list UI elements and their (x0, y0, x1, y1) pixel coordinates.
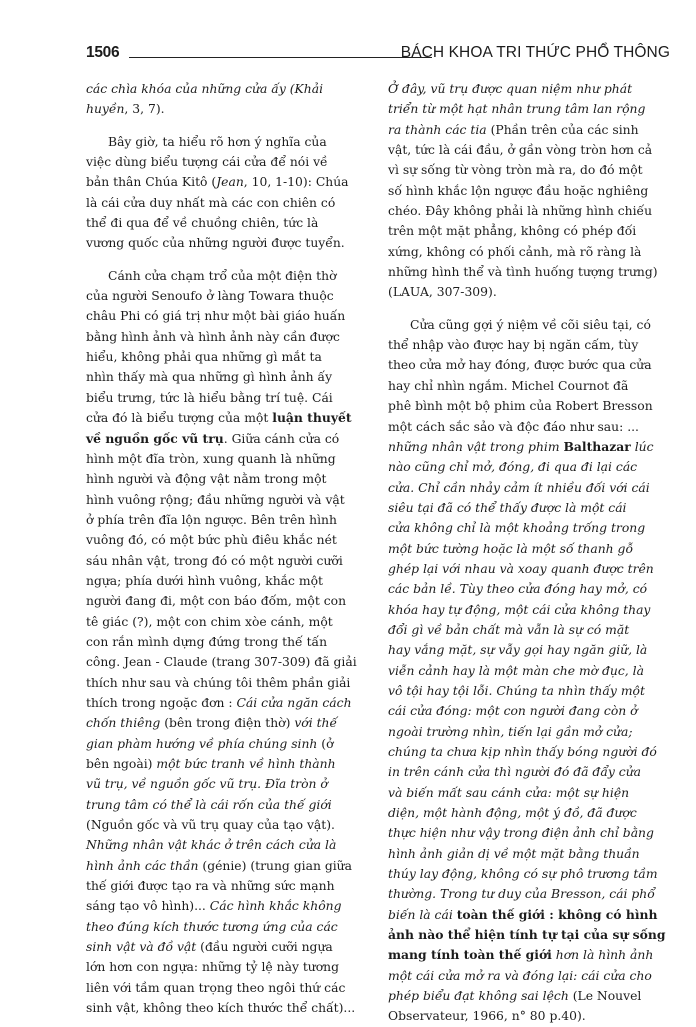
text-segment: viễn cảnh hay là một màn che mờ đục, là (388, 663, 644, 678)
paragraph-gap (388, 303, 672, 315)
text-segment: ảnh nào thể hiện tính tự tại của sự sống (388, 927, 666, 943)
left-column (86, 79, 367, 1018)
text-line (86, 835, 367, 855)
text-segment: công. Jean - Claude (trang 307-309) đã giải (86, 655, 357, 670)
text-segment: một cái cửa mở ra và đóng lại: cái cửa cho (388, 968, 652, 983)
text-segment: diện, một hành động, một ý đồ, đã được (388, 806, 637, 821)
text-line (388, 539, 672, 559)
text-segment: Bây giờ, ta hiểu rõ hơn ý nghĩa của (108, 134, 327, 149)
text-segment: hình ảnh các thần (86, 858, 199, 873)
text-line (86, 152, 367, 172)
text-segment: các bản lề. Tùy theo cửa đóng hay mở, có (388, 582, 648, 597)
text-segment: nhìn thấy mà qua những gì hình ảnh ấy (86, 370, 333, 385)
text-line (388, 661, 672, 681)
paragraph-gap (86, 254, 367, 266)
text-segment: bằng hình ảnh và hình ảnh này cần được (86, 329, 340, 344)
text-segment: những nhân vật trong phim (388, 439, 564, 454)
text-line (388, 335, 672, 355)
text-segment: những hình thể và tình huống tượng trưng) (388, 265, 658, 280)
text-segment: triển từ một hạt nhân trung tâm lan rộng (388, 102, 646, 117)
text-segment: thực hiện như vậy trong điện ảnh chỉ bằng (388, 826, 654, 841)
text-line (86, 591, 367, 611)
text-line (388, 437, 672, 457)
text-line (388, 140, 672, 160)
text-line (86, 876, 367, 896)
text-line (86, 347, 367, 367)
text-line (388, 262, 672, 282)
text-line (388, 600, 672, 620)
text-line (388, 681, 672, 701)
text-line (388, 242, 672, 262)
text-line (86, 795, 367, 815)
text-segment: theo cửa mở hay đóng, được bước qua cửa (388, 358, 652, 373)
text-line (86, 132, 367, 152)
text-segment: (Le Nouvel (568, 989, 642, 1004)
text-line (388, 620, 672, 640)
text-segment: (bên trong điện thờ) (160, 716, 295, 731)
text-line (86, 429, 367, 449)
text-segment: xứng, không có phối cảnh, mà rõ ràng là (388, 244, 642, 259)
text-segment: hình người và động vật nằm trong một (86, 472, 327, 487)
text-segment: hình ảnh giản dị về một mặt bằng thuần (388, 846, 640, 861)
text-segment: Ở đây, vũ trụ được quan niệm như phát (388, 82, 633, 96)
text-line (388, 986, 672, 1006)
text-segment: ra thành các tia (388, 122, 487, 137)
text-line (388, 945, 672, 965)
text-segment: sáng tạo vô hình)... (86, 899, 210, 914)
text-segment: . Giữa cánh cửa có (223, 431, 340, 446)
text-segment: (Nguồn gốc và vũ trụ quay của tạo vật). (86, 818, 335, 833)
text-segment: ghép lại với nhau và xoay quanh được trên (388, 561, 654, 576)
text-segment: mang tính toàn thế giới (388, 947, 552, 963)
text-segment: hơn là hình ảnh (551, 948, 654, 963)
text-line (388, 640, 672, 660)
text-line (86, 193, 367, 213)
text-line (86, 815, 367, 835)
text-line (388, 518, 672, 538)
text-line (86, 713, 367, 733)
text-line (388, 160, 672, 180)
text-segment: phê bình một bộ phim của Robert Bresson (388, 399, 653, 414)
text-segment: vuông đó, có một bức phù điêu khắc nét (86, 533, 337, 548)
text-line (86, 632, 367, 652)
text-line (86, 510, 367, 530)
text-segment: sáu nhân vật, trong đó có một người cưỡi (86, 553, 343, 568)
text-line (388, 966, 672, 986)
text-segment: Cửa cũng gợi ý niệm về cõi siêu tại, có (410, 317, 651, 332)
text-line (388, 884, 672, 904)
text-segment: một cách sắc sảo và độc đáo như sau: ... (388, 419, 639, 434)
text-segment: một bức tường hoặc là một số thanh gỗ (388, 541, 634, 556)
text-segment: Khải (294, 82, 324, 96)
page-number: 1506 (86, 44, 120, 61)
text-segment: sinh vật và đồ vật (86, 940, 197, 955)
text-segment: thúy lay động, không có sự phô trương tầm (388, 867, 658, 882)
text-segment: cửa không chỉ là một khoảng trống trong (388, 521, 646, 536)
text-line (86, 998, 367, 1018)
text-segment: thích trong ngoặc đơn : (86, 695, 237, 710)
text-segment: và biến mất sau cánh cửa: một sự hiện (388, 785, 630, 800)
text-segment: chéo. Đây không phải là những hình chiếu (388, 204, 653, 219)
header-rule (129, 57, 432, 58)
text-line (86, 673, 367, 693)
text-line (86, 388, 367, 408)
text-segment: con rắn mình dựng đứng trong thế tấn (86, 634, 328, 649)
text-segment: cửa đó là biểu tượng của một (86, 411, 273, 426)
text-line (388, 457, 672, 477)
text-segment: thế giới được tạo ra và những sức mạnh (86, 879, 335, 894)
text-segment: Các hình khắc không (209, 899, 342, 914)
text-line (388, 762, 672, 782)
text-line (388, 803, 672, 823)
text-line (86, 233, 367, 253)
text-segment: (Phần trên của các sinh (486, 122, 639, 137)
text-segment: Cái cửa ngăn cách (236, 695, 352, 710)
text-line (86, 734, 367, 754)
text-line (86, 490, 367, 510)
text-segment: là cái cửa duy nhất mà các con chiên có (86, 195, 336, 210)
text-line (86, 266, 367, 286)
text-line (388, 417, 672, 437)
text-line (86, 754, 367, 774)
text-segment: liên với tầm quan trọng theo ngôi thứ các (86, 980, 346, 995)
text-line (86, 286, 367, 306)
text-line (388, 221, 672, 241)
text-segment: chốn thiêng (86, 716, 161, 731)
text-line (86, 367, 367, 387)
text-segment: biến là cái (388, 907, 457, 922)
text-segment: gian phàm hướng về phía chúng sinh (86, 736, 318, 751)
text-segment: biểu trưng, tức là hiểu bằng trí tuệ. Cái (86, 390, 333, 405)
text-segment: vì sự sống từ vòng tròn mà ra, do đó một (388, 163, 643, 178)
text-segment: bản thân Chúa Kitô ( (86, 175, 217, 190)
text-segment: theo đúng kích thước tương ứng của các (86, 919, 338, 934)
text-line (388, 498, 672, 518)
text-line (86, 551, 367, 571)
text-segment: luận thuyết (272, 410, 352, 426)
text-segment: ở phía trên đĩa lộn ngược. Bên trên hình (86, 512, 337, 527)
text-line (86, 693, 367, 713)
text-segment: (đầu người cưỡi ngựa (196, 940, 333, 955)
text-segment: ngoài trường nhìn, tiến lại gần mở cửa; (388, 724, 633, 739)
text-line (388, 79, 672, 99)
text-line (86, 774, 367, 794)
text-segment: khóa hay tự động, một cái cửa không thay (388, 602, 651, 617)
text-line (388, 823, 672, 843)
text-segment: bên ngoài) (86, 757, 157, 771)
text-segment: phép biểu đạt không sai lệch (388, 989, 569, 1004)
text-segment: cái cửa đóng: một con người đang còn ở (388, 704, 638, 719)
text-line (86, 856, 367, 876)
text-segment: đổi gì về bản chất mà vẫn là sự có mặt (388, 622, 630, 637)
text-segment: người đang đi, một con báo đốm, một con (86, 594, 347, 609)
text-segment: nào cũng chỉ mở, đóng, đi qua đi lại các (388, 460, 638, 475)
text-segment: thường. Trong tư duy của Bresson, cái phổ (388, 887, 655, 902)
text-line (86, 408, 367, 428)
text-segment: lúc (630, 439, 654, 454)
text-segment: với thế (294, 716, 338, 731)
text-segment: Jean (216, 175, 244, 190)
text-segment: các chìa khóa của những cửa ấy ( (86, 82, 295, 96)
running-title: BÁCH KHOA TRI THỨC PHỔ THÔNG (400, 44, 670, 61)
text-segment: thể đi qua để về chuồng chiên, tức là (86, 216, 319, 231)
text-segment: (ở (317, 736, 334, 751)
text-segment: số hình khắc lộn ngược đầu hoặc nghiêng (388, 183, 649, 198)
text-line (86, 449, 367, 469)
text-line (86, 896, 367, 916)
text-line (86, 612, 367, 632)
text-line (86, 79, 367, 99)
text-segment: vô tội hay tội lỗi. Chúng ta nhìn thấy một (388, 683, 645, 698)
text-segment: vật, tức là cái đầu, ở gần vòng tròn hơn cả (388, 143, 653, 158)
text-line (388, 701, 672, 721)
text-line (388, 315, 672, 335)
text-line (388, 742, 672, 762)
text-line (388, 844, 672, 864)
text-line (388, 99, 672, 119)
text-line (388, 925, 672, 945)
text-segment: Observateur, 1966, n° 80 p.40). (388, 1009, 586, 1024)
text-line (86, 306, 367, 326)
text-line (388, 579, 672, 599)
paragraph-gap (86, 120, 367, 132)
text-segment: hay chỉ nhìn ngắm. Michel Cournot đã (388, 378, 629, 393)
text-line (388, 478, 672, 498)
text-line (86, 213, 367, 233)
text-line (388, 396, 672, 416)
text-segment: huyền (86, 102, 125, 117)
text-segment: việc dùng biểu tượng cái cửa để nói về (86, 155, 328, 170)
text-segment: (LAUA, 307-309). (388, 285, 497, 300)
text-segment: siêu tại đã có thể thấy được là một cái (388, 500, 627, 515)
text-segment: , 10, 1-10): Chúa (243, 175, 349, 190)
text-line (86, 530, 367, 550)
text-line (388, 783, 672, 803)
text-segment: vương quốc của những người được tuyển. (86, 236, 345, 251)
text-line (388, 864, 672, 884)
text-segment: hiểu, không phải qua những gì mắt ta (86, 350, 322, 365)
text-line (388, 120, 672, 140)
text-segment: trung tâm có thể là cái rốn của thế giới (86, 797, 332, 812)
text-segment: hình vuông rộng; đầu những người và vật (86, 492, 345, 507)
text-segment: thích như sau và chúng tôi thêm phần giải (86, 675, 351, 690)
text-line (86, 917, 367, 937)
text-line (388, 1006, 672, 1026)
text-segment: hình một đĩa tròn, xung quanh là những (86, 451, 336, 466)
text-segment: in trên cánh cửa thì người đó đã đẩy cửa (388, 765, 642, 780)
text-segment: tê giác (?), một con chim xòe cánh, một (86, 614, 333, 629)
text-line (388, 905, 672, 925)
right-column (388, 79, 672, 1027)
text-line (388, 181, 672, 201)
text-line (86, 327, 367, 347)
text-segment: trên một mặt phẳng, không có phép đối (388, 224, 637, 239)
text-line (86, 172, 367, 192)
text-segment: ngựa; phía dưới hình vuông, khắc một (86, 573, 323, 588)
text-segment: một bức tranh về hình thành (156, 757, 336, 771)
text-segment: Những nhân vật khác ở trên cách cửa là (86, 838, 337, 853)
text-line (388, 355, 672, 375)
page-header (86, 42, 670, 68)
text-segment: toàn thế giới : không có hình (456, 906, 658, 922)
text-segment: thể nhập vào được hay bị ngăn cấm, tùy (388, 338, 639, 353)
text-line (86, 937, 367, 957)
text-segment: lớn hơn con ngựa: những tỷ lệ này tương (86, 960, 340, 975)
text-segment: (génie) (trung gian giữa (198, 858, 352, 873)
text-segment: Cánh cửa chạm trổ của một điện thờ (108, 268, 337, 283)
text-line (86, 978, 367, 998)
text-segment: vũ trụ, về nguồn gốc vũ trụ. Đĩa tròn ở (86, 777, 328, 792)
text-line (388, 722, 672, 742)
text-line (388, 376, 672, 396)
text-segment: của người Senoufo ở làng Towara thuộc (86, 289, 334, 304)
text-segment: về nguồn gốc vũ trụ (86, 430, 224, 446)
text-line (86, 99, 367, 119)
text-line (86, 571, 367, 591)
text-segment: sinh vật, không theo kích thước thể chất)... (86, 1001, 356, 1016)
text-segment: châu Phi có giá trị như một bài giáo huấn (86, 309, 346, 324)
text-segment: cửa. Chỉ cần nhảy cảm ít nhiều đối với cái (388, 480, 650, 495)
text-line (388, 201, 672, 221)
text-line (388, 559, 672, 579)
text-line (388, 282, 672, 302)
text-segment: chúng ta chưa kịp nhìn thấy bóng người đó (388, 745, 657, 759)
text-line (86, 469, 367, 489)
text-line (86, 652, 367, 672)
text-segment: hay vắng mặt, sự vẫy gọi hay ngăn giữ, là (388, 643, 648, 658)
text-segment: Balthazar (563, 438, 631, 454)
text-segment: , 3, 7). (124, 102, 165, 117)
